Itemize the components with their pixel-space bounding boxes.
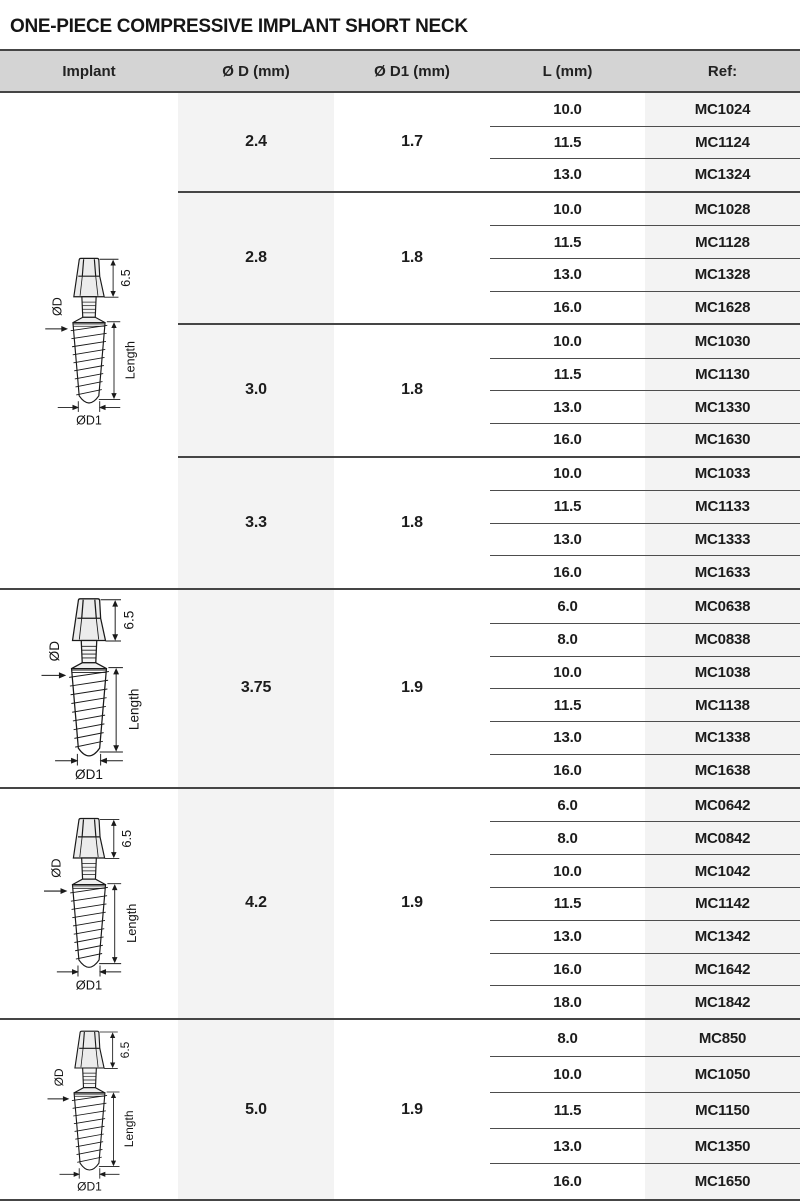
- l-value: 6.0: [557, 597, 578, 615]
- ref-value: MC1150: [645, 1093, 800, 1128]
- diameter-groups: [178, 590, 800, 787]
- l-value: 11.5: [553, 133, 582, 151]
- column-header-d: Ø D (mm): [222, 62, 290, 80]
- l-value: 13.0: [553, 398, 582, 416]
- diameter-groups: [178, 1020, 800, 1199]
- l-value: 18.0: [553, 993, 582, 1011]
- table-section: [0, 91, 800, 588]
- l-value: 10.0: [553, 862, 582, 880]
- d-value: 2.8: [178, 193, 334, 323]
- diameter-groups: [178, 93, 800, 588]
- l-value: 10.0: [553, 200, 582, 218]
- table-row: [490, 1092, 800, 1128]
- ref-value: MC1333: [645, 524, 800, 556]
- table-row: [490, 291, 800, 324]
- ref-value: MC0642: [645, 789, 800, 822]
- d-value: 3.0: [178, 325, 334, 455]
- table-row: [490, 523, 800, 556]
- table-row: [490, 688, 800, 721]
- l-value: 16.0: [553, 563, 582, 581]
- table-row: [490, 325, 800, 358]
- implant-figure-cell: [0, 590, 178, 787]
- ref-value: MC1133: [645, 491, 800, 523]
- ref-value: MC1024: [645, 93, 800, 126]
- l-value: 13.0: [553, 531, 582, 549]
- table-row: [490, 920, 800, 953]
- table-row: [490, 721, 800, 754]
- d-value: 4.2: [178, 789, 334, 1019]
- table-row: [490, 225, 800, 258]
- ref-value: MC1328: [645, 259, 800, 291]
- l-value: 13.0: [553, 928, 582, 946]
- table-row: [490, 854, 800, 887]
- l-value: 11.5: [553, 696, 582, 714]
- title-bar: [0, 0, 800, 49]
- table-row: [490, 789, 800, 822]
- l-value: 16.0: [553, 1173, 582, 1191]
- ref-value: MC1128: [645, 226, 800, 258]
- diameter-group: [178, 456, 800, 588]
- length-rows: [490, 458, 800, 588]
- implant-diagram: [16, 593, 162, 783]
- ref-value: MC1630: [645, 424, 800, 456]
- table-section: [0, 787, 800, 1019]
- diameter-group: [178, 323, 800, 455]
- d1-value: 1.8: [334, 458, 490, 588]
- ref-value: MC850: [645, 1020, 800, 1056]
- table-row: [490, 390, 800, 423]
- implant-figure-cell: [0, 1020, 178, 1199]
- d-value: 5.0: [178, 1020, 334, 1199]
- table-row: [490, 1056, 800, 1092]
- table-section: [0, 1018, 800, 1201]
- table-section: [0, 588, 800, 787]
- d1-value: 1.9: [334, 789, 490, 1019]
- table-row: [490, 1128, 800, 1164]
- table-row: [490, 887, 800, 920]
- l-value: 13.0: [553, 266, 582, 284]
- ref-value: MC1650: [645, 1164, 800, 1199]
- ref-value: MC0838: [645, 624, 800, 656]
- l-value: 11.5: [553, 1101, 582, 1119]
- l-value: 11.5: [553, 233, 582, 251]
- d1-value: 1.9: [334, 590, 490, 787]
- l-value: 16.0: [553, 431, 582, 449]
- l-value: 13.0: [553, 729, 582, 747]
- table-row: [490, 555, 800, 588]
- implant-figure-cell: [0, 789, 178, 1019]
- l-value: 16.0: [553, 298, 582, 316]
- l-value: 6.0: [557, 796, 578, 814]
- ref-value: MC1038: [645, 657, 800, 689]
- ref-value: MC1138: [645, 689, 800, 721]
- ref-value: MC1633: [645, 556, 800, 588]
- diameter-group: [178, 789, 800, 1019]
- table-row: [490, 590, 800, 623]
- length-rows: [490, 789, 800, 1019]
- diameter-groups: [178, 789, 800, 1019]
- table-row: [490, 490, 800, 523]
- d1-value: 1.9: [334, 1020, 490, 1199]
- l-value: 8.0: [557, 829, 578, 847]
- table-row: [490, 754, 800, 787]
- ref-value: MC1842: [645, 986, 800, 1018]
- diameter-group: [178, 191, 800, 323]
- table-row: [490, 1020, 800, 1056]
- table-row: [490, 193, 800, 226]
- ref-value: MC1130: [645, 359, 800, 391]
- implant-diagram: [25, 1026, 154, 1194]
- column-header-d1: Ø D1 (mm): [374, 62, 450, 80]
- ref-value: MC0842: [645, 822, 800, 854]
- d-value: 3.75: [178, 590, 334, 787]
- table-row: [490, 623, 800, 656]
- table-header-row: [0, 49, 800, 91]
- length-rows: [490, 193, 800, 323]
- l-value: 16.0: [553, 762, 582, 780]
- ref-value: MC0638: [645, 590, 800, 623]
- table-row: [490, 158, 800, 191]
- ref-value: MC1028: [645, 193, 800, 226]
- ref-value: MC1628: [645, 292, 800, 324]
- implant-diagram: [22, 253, 156, 428]
- table-row: [490, 458, 800, 491]
- ref-value: MC1124: [645, 127, 800, 159]
- table-row: [490, 126, 800, 159]
- d1-value: 1.8: [334, 193, 490, 323]
- ref-value: MC1324: [645, 159, 800, 191]
- table-row: [490, 258, 800, 291]
- l-value: 13.0: [553, 166, 582, 184]
- l-value: 10.0: [553, 663, 582, 681]
- ref-value: MC1142: [645, 888, 800, 920]
- ref-value: MC1342: [645, 921, 800, 953]
- table-row: [490, 656, 800, 689]
- ref-value: MC1033: [645, 458, 800, 491]
- ref-value: MC1030: [645, 325, 800, 358]
- l-value: 11.5: [553, 366, 582, 384]
- table-row: [490, 358, 800, 391]
- implant-spec-table: [0, 49, 800, 1201]
- table-row: [490, 821, 800, 854]
- ref-value: MC1642: [645, 954, 800, 986]
- column-header-implant: Implant: [62, 62, 116, 80]
- d1-value: 1.7: [334, 93, 490, 191]
- l-value: 11.5: [553, 895, 582, 913]
- length-rows: [490, 93, 800, 191]
- table-row: [490, 953, 800, 986]
- l-value: 10.0: [553, 100, 582, 118]
- column-header-l: L (mm): [542, 62, 593, 80]
- l-value: 10.0: [553, 332, 582, 350]
- diameter-group: [178, 590, 800, 787]
- table-row: [490, 1163, 800, 1199]
- l-value: 8.0: [557, 1029, 578, 1047]
- ref-value: MC1350: [645, 1129, 800, 1164]
- implant-diagram: [20, 813, 158, 993]
- ref-value: MC1638: [645, 755, 800, 787]
- table-row: [490, 423, 800, 456]
- diameter-group: [178, 1020, 800, 1199]
- length-rows: [490, 1020, 800, 1199]
- l-value: 8.0: [557, 631, 578, 649]
- l-value: 10.0: [553, 1065, 582, 1083]
- table-row: [490, 93, 800, 126]
- l-value: 13.0: [553, 1137, 582, 1155]
- table-row: [490, 985, 800, 1018]
- d-value: 3.3: [178, 458, 334, 588]
- ref-value: MC1330: [645, 391, 800, 423]
- length-rows: [490, 325, 800, 455]
- l-value: 16.0: [553, 961, 582, 979]
- d-value: 2.4: [178, 93, 334, 191]
- diameter-group: [178, 93, 800, 191]
- length-rows: [490, 590, 800, 787]
- l-value: 10.0: [553, 465, 582, 483]
- l-value: 11.5: [553, 498, 582, 516]
- implant-figure-cell: [0, 93, 178, 588]
- ref-value: MC1042: [645, 855, 800, 887]
- d1-value: 1.8: [334, 325, 490, 455]
- ref-value: MC1050: [645, 1057, 800, 1092]
- column-header-ref: Ref:: [707, 62, 738, 80]
- ref-value: MC1338: [645, 722, 800, 754]
- page-title: ONE-PIECE COMPRESSIVE IMPLANT SHORT NECK: [10, 15, 468, 37]
